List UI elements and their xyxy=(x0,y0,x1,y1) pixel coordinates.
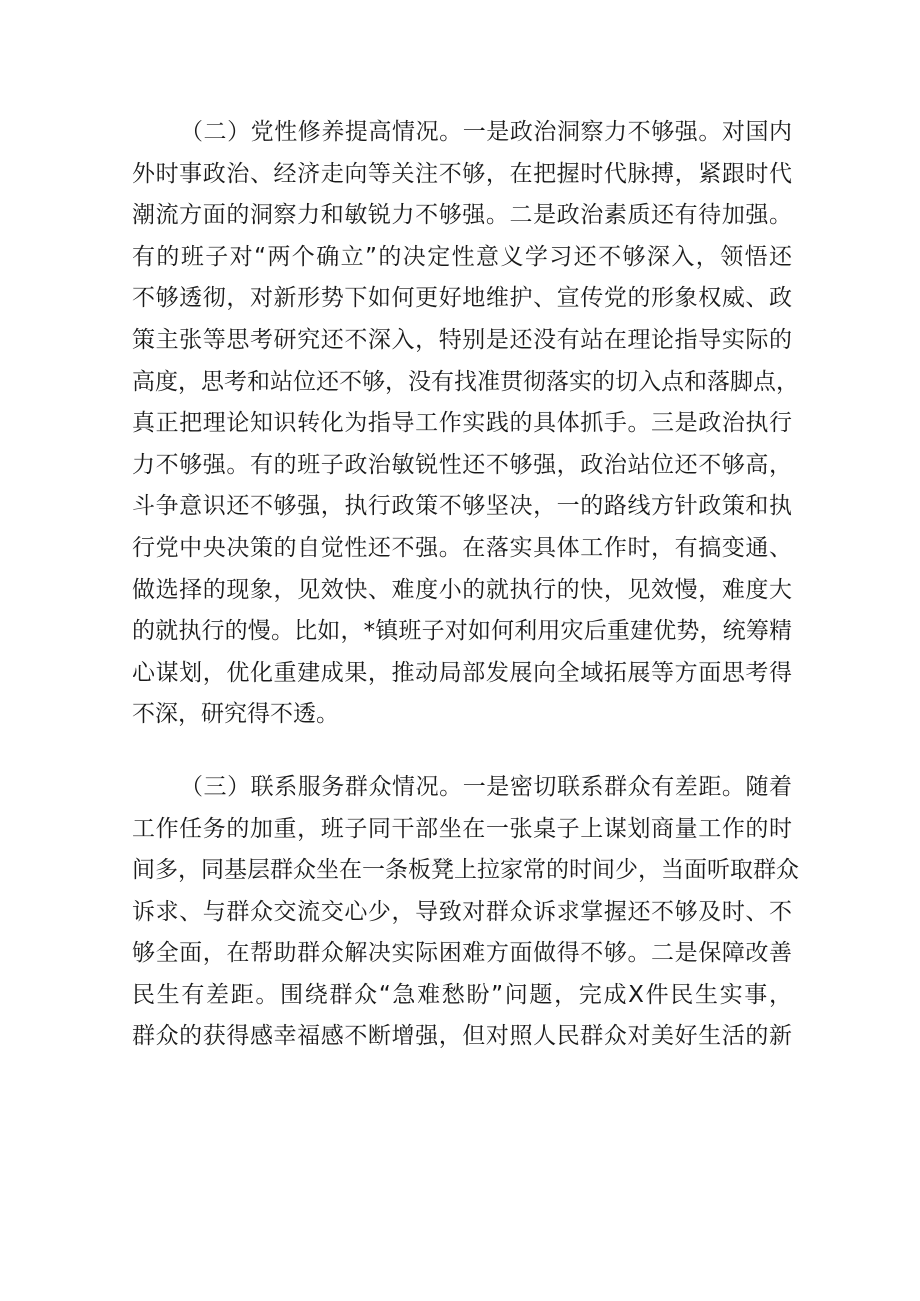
text-line: （二）党性修养提高情况。一是政治洞察力不够强。对国内 xyxy=(180,119,792,145)
text-line: 诉求、与群众交流交心少，导致对群众诉求掌握还不够及时、不 xyxy=(132,898,792,925)
text-line: （三）联系服务群众情况。一是密切联系群众有差距。随着 xyxy=(180,773,792,800)
paragraph-party-spirit xyxy=(132,112,799,736)
text-line: 不深，研究得不透。 xyxy=(132,701,339,728)
paragraph-serving-masses xyxy=(132,767,799,1058)
text-line: 间多，同基层群众坐在一条板凳上拉家常的时间少，当面听取群众 xyxy=(132,857,799,884)
text-line: 力不够强。有的班子政治敏锐性还不够强，政治站位还不够高， xyxy=(132,451,792,478)
text-line: 潮流方面的洞察力和敏锐力不够强。二是政治素质还有待加强。 xyxy=(132,202,792,229)
text-line: 策主张等思考研究还不深入，特别是还没有站在理论指导实际的 xyxy=(132,326,792,353)
text-line: 高度，思考和站位还不够，没有找准贯彻落实的切入点和落脚点， xyxy=(132,368,799,395)
text-line: 工作任务的加重，班子同干部坐在一张桌子上谋划商量工作的时 xyxy=(132,815,792,842)
text-line: 真正把理论知识转化为指导工作实践的具体抓手。三是政治执行 xyxy=(132,410,792,437)
text-line: 群众的获得感幸福感不断增强，但对照人民群众对美好生活的新 xyxy=(132,1023,792,1050)
text-line: 外时事政治、经济走向等关注不够，在把握时代脉搏，紧跟时代 xyxy=(132,160,792,187)
text-line: 民生有差距。围绕群众“急难愁盼”问题，完成X件民生实事， xyxy=(132,981,792,1008)
text-line: 的就执行的慢。比如，*镇班子对如何利用灾后重建优势，统筹精 xyxy=(132,618,792,645)
text-line: 心谋划，优化重建成果，推动局部发展向全域拓展等方面思考得 xyxy=(132,659,792,686)
text-line: 斗争意识还不够强，执行政策不够坚决，一的路线方针政策和执 xyxy=(132,493,792,520)
text-line: 有的班子对“两个确立”的决定性意义学习还不够深入，领悟还 xyxy=(132,243,792,270)
document-body xyxy=(132,112,799,1058)
text-line: 做选择的现象，见效快、难度小的就执行的快，见效慢，难度大 xyxy=(132,576,792,603)
paragraph-spacer xyxy=(132,736,792,767)
text-line: 不够透彻，对新形势下如何更好地维护、宣传党的形象权威、政 xyxy=(132,285,792,312)
text-line: 行党中央决策的自觉性还不强。在落实具体工作时，有搞变通、 xyxy=(132,534,792,561)
text-line: 够全面，在帮助群众解决实际困难方面做得不够。二是保障改善 xyxy=(132,940,792,967)
